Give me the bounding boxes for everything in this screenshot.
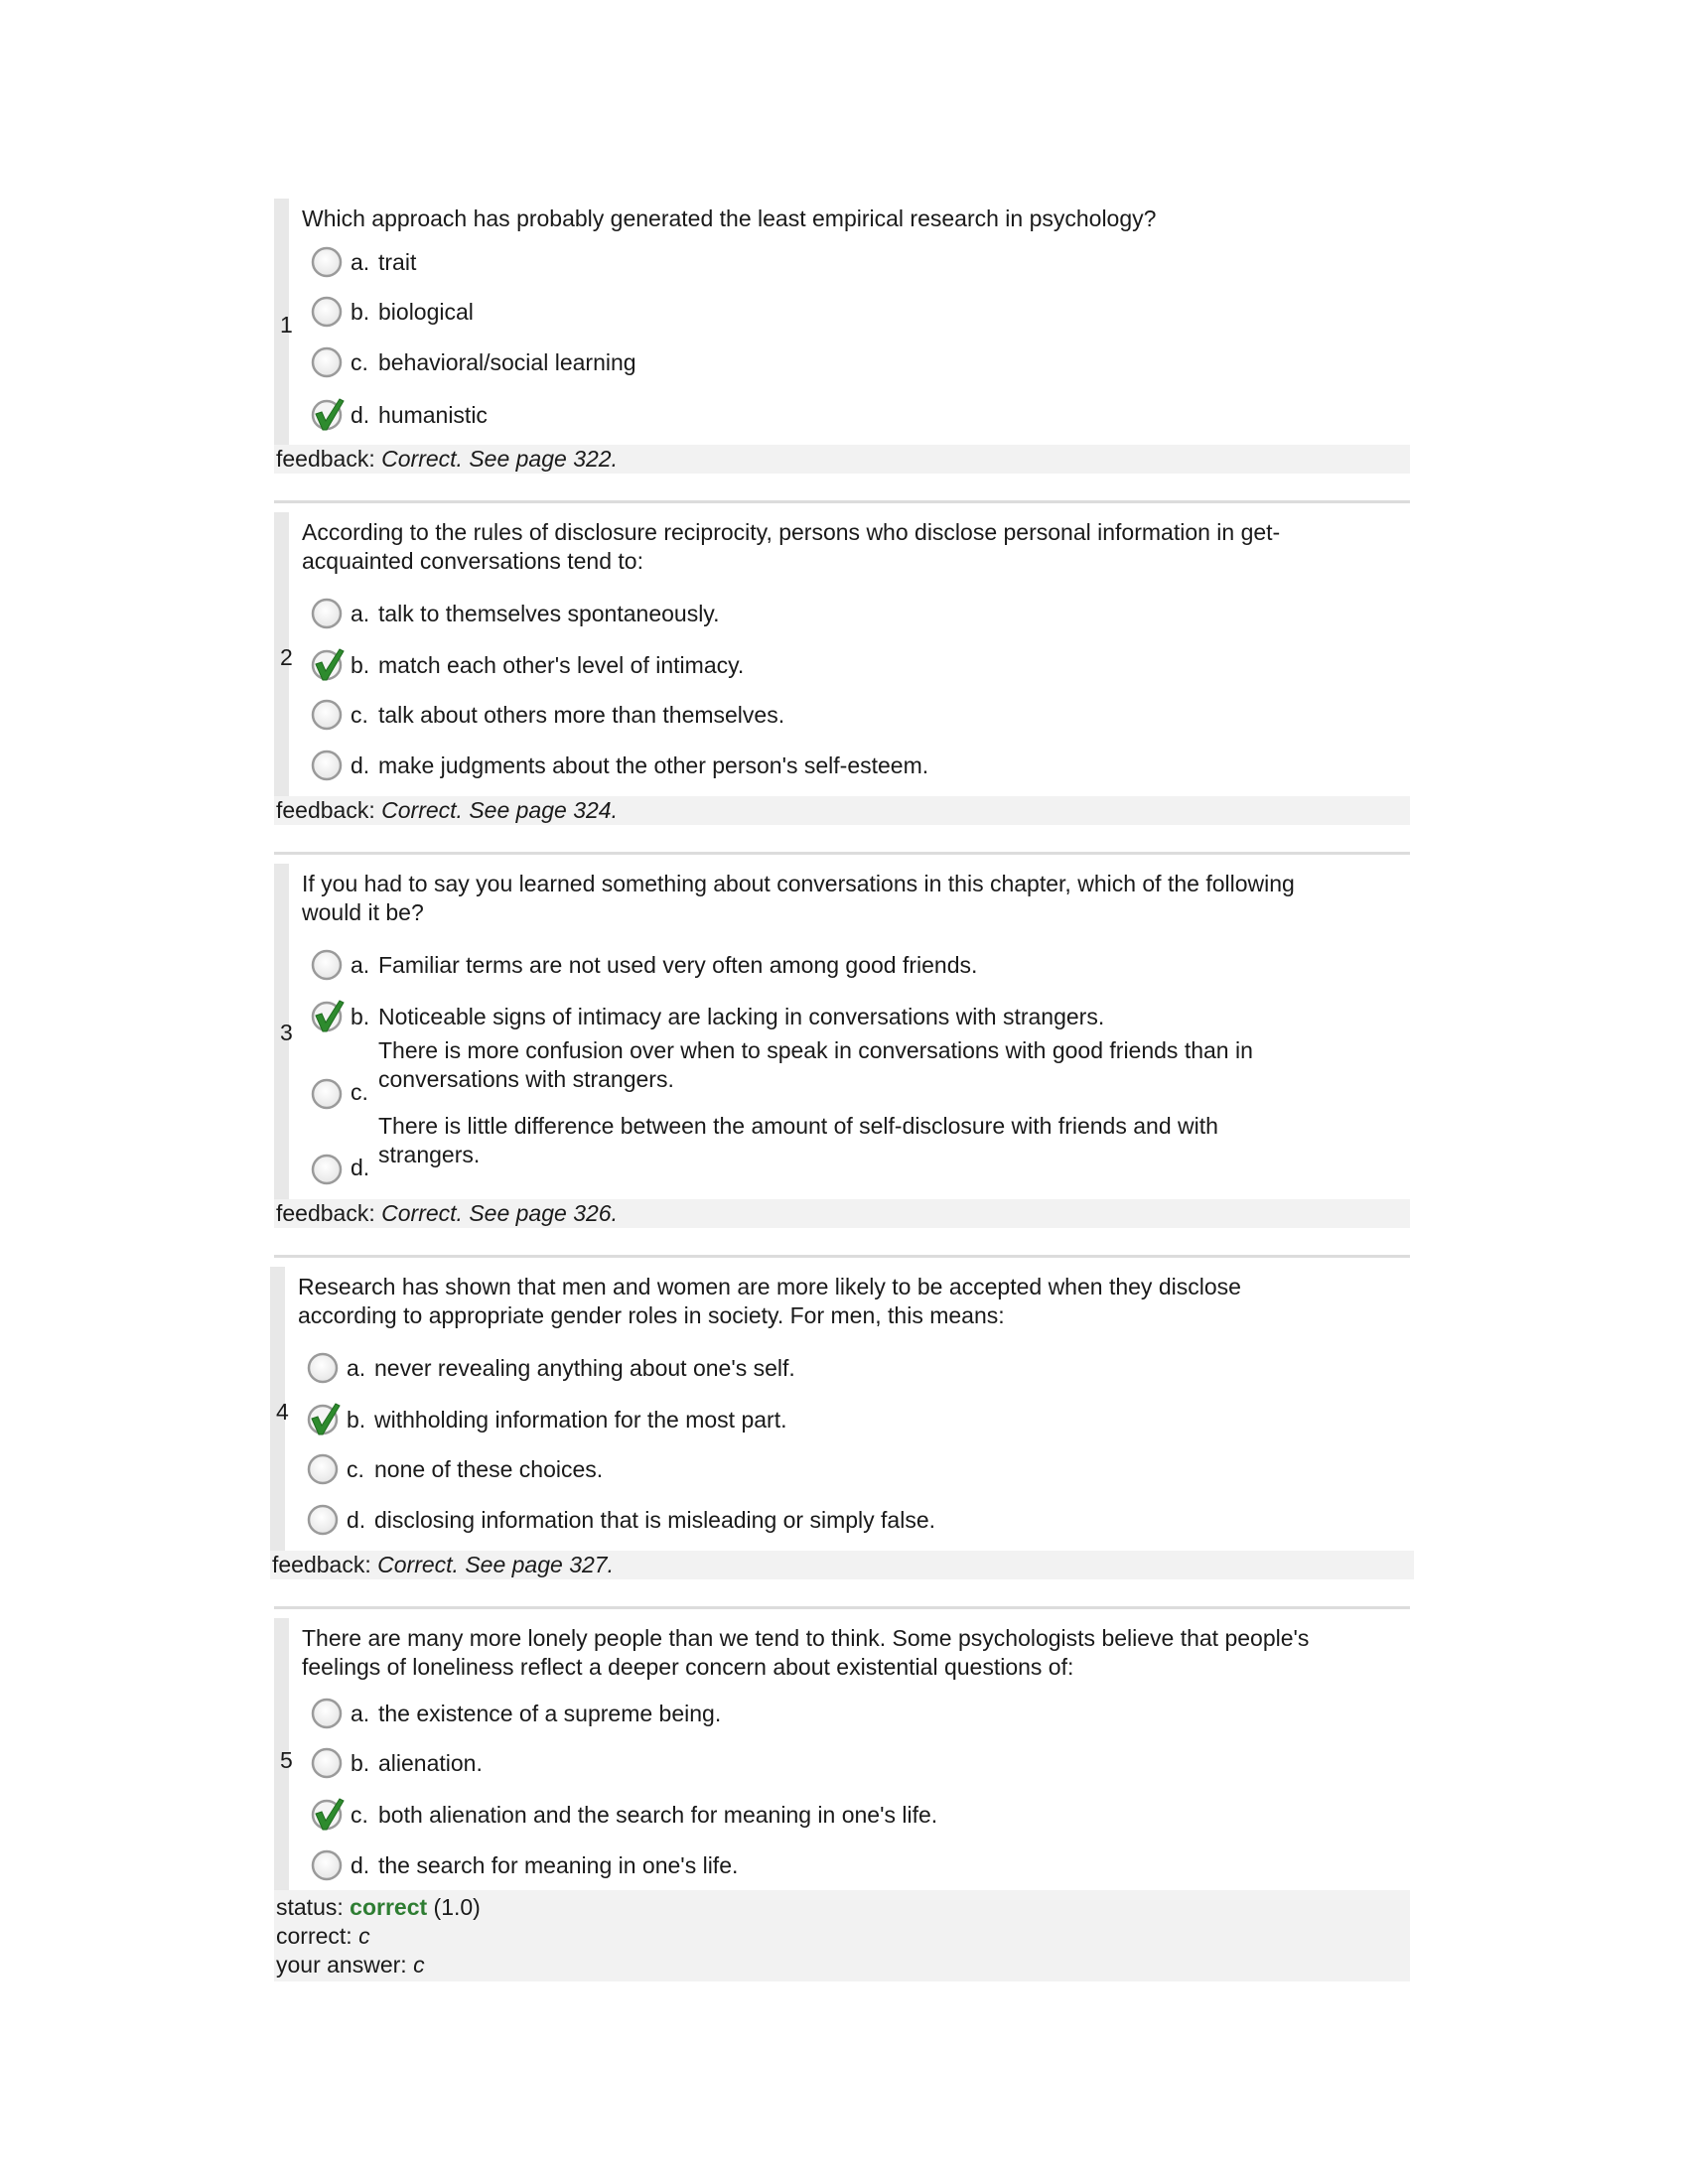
radio-empty-icon bbox=[306, 1502, 342, 1538]
option-letter: c. bbox=[347, 1455, 364, 1482]
question-text-line: If you had to say you learned something about conversations in this chapter, which of the following bbox=[302, 871, 1295, 896]
option-text: never revealing anything about one's self. bbox=[374, 1354, 795, 1381]
feedback-text: Correct. See page 327. bbox=[377, 1552, 614, 1577]
option-c bbox=[306, 1449, 603, 1489]
option-text: biological bbox=[378, 298, 474, 325]
option-text: make judgments about the other person's self-esteem. bbox=[378, 751, 929, 778]
option-d bbox=[310, 1113, 1218, 1187]
radio-checked-icon bbox=[310, 397, 346, 433]
option-text: both alienation and the search for meaning in one's life. bbox=[378, 1801, 938, 1828]
option-a bbox=[310, 945, 977, 985]
option-c bbox=[310, 1795, 937, 1835]
radio-empty-icon bbox=[310, 1696, 346, 1731]
option-d bbox=[310, 746, 928, 785]
radio-checked-icon bbox=[310, 1797, 346, 1833]
feedback bbox=[274, 1199, 1410, 1228]
status-score: (1.0) bbox=[433, 1894, 481, 1920]
option-b bbox=[310, 292, 474, 332]
radio-empty-icon bbox=[310, 244, 346, 280]
radio-empty-icon bbox=[310, 947, 346, 983]
separator bbox=[274, 500, 1410, 503]
option-a bbox=[310, 1694, 721, 1733]
feedback-label: feedback: bbox=[276, 446, 375, 472]
option-a bbox=[310, 594, 719, 633]
option-letter: a. bbox=[351, 600, 370, 626]
option-b bbox=[310, 645, 744, 685]
option-letter: c. bbox=[351, 1801, 368, 1828]
correct-value: c bbox=[358, 1923, 370, 1949]
radio-empty-icon bbox=[306, 1350, 342, 1386]
option-letter: c. bbox=[351, 1079, 368, 1105]
question-text bbox=[302, 1624, 1394, 1682]
option-c bbox=[310, 342, 636, 382]
feedback-text: Correct. See page 326. bbox=[381, 1200, 618, 1226]
option-text: humanistic bbox=[378, 401, 488, 428]
question-number: 3 bbox=[280, 1020, 293, 1045]
radio-checked-icon bbox=[306, 1402, 342, 1437]
option-text: talk about others more than themselves. bbox=[378, 701, 785, 728]
radio-empty-icon bbox=[310, 748, 346, 783]
question-text-line: According to the rules of disclosure reciprocity, persons who disclose personal information in get- bbox=[302, 519, 1281, 545]
option-b bbox=[310, 1743, 483, 1783]
option-letter: b. bbox=[351, 1749, 370, 1776]
separator bbox=[274, 1255, 1410, 1258]
option-text: Noticeable signs of intimacy are lacking in conversations with strangers. bbox=[378, 1003, 1105, 1029]
feedback bbox=[274, 445, 1410, 474]
option-text-line: strangers. bbox=[378, 1142, 481, 1167]
status-value: correct bbox=[350, 1894, 428, 1920]
option-letter: d. bbox=[347, 1506, 366, 1533]
option-text: talk to themselves spontaneously. bbox=[378, 600, 720, 626]
option-d bbox=[310, 1845, 738, 1885]
radio-checked-icon bbox=[310, 999, 346, 1034]
question-number: 5 bbox=[280, 1747, 293, 1773]
option-letter: b. bbox=[351, 651, 370, 678]
question-text: Which approach has probably generated the least empirical research in psychology? bbox=[302, 205, 1157, 231]
option-text bbox=[378, 1036, 1253, 1094]
question-text bbox=[302, 870, 1394, 927]
radio-empty-icon bbox=[310, 596, 346, 631]
question-text-line: feelings of loneliness reflect a deeper concern about existential questions of: bbox=[302, 1654, 1074, 1680]
option-letter: a. bbox=[351, 1700, 370, 1726]
question-text-line: acquainted conversations tend to: bbox=[302, 548, 643, 574]
question-text bbox=[298, 1273, 1390, 1330]
option-text: the existence of a supreme being. bbox=[378, 1700, 722, 1726]
status-line bbox=[276, 1893, 1410, 1922]
option-letter: b. bbox=[351, 298, 370, 325]
feedback bbox=[270, 1551, 1414, 1579]
separator bbox=[274, 852, 1410, 855]
radio-empty-icon bbox=[310, 1152, 346, 1187]
radio-checked-icon bbox=[310, 647, 346, 683]
feedback-label: feedback: bbox=[272, 1552, 371, 1577]
option-letter: c. bbox=[351, 348, 368, 375]
option-text: match each other's level of intimacy. bbox=[378, 651, 745, 678]
option-text: the search for meaning in one's life. bbox=[378, 1851, 739, 1878]
radio-empty-icon bbox=[310, 344, 346, 380]
question-text-line: Research has shown that men and women are more likely to be accepted when they disclose bbox=[298, 1274, 1241, 1299]
option-d bbox=[306, 1500, 935, 1540]
feedback-label: feedback: bbox=[276, 797, 375, 823]
question-number: 2 bbox=[280, 644, 293, 670]
answer-line bbox=[276, 1951, 1410, 1979]
option-c bbox=[310, 1037, 1253, 1112]
question-text bbox=[302, 518, 1394, 576]
option-letter: d. bbox=[351, 1155, 370, 1180]
feedback-text: Correct. See page 324. bbox=[381, 797, 618, 823]
option-text: Familiar terms are not used very often among good friends. bbox=[378, 951, 978, 978]
feedback-text: Correct. See page 322. bbox=[381, 446, 618, 472]
radio-empty-icon bbox=[310, 294, 346, 330]
option-text: trait bbox=[378, 248, 417, 275]
option-text: disclosing information that is misleading or simply false. bbox=[374, 1506, 936, 1533]
option-text bbox=[378, 1112, 1218, 1169]
option-text: withholding information for the most part. bbox=[374, 1406, 787, 1433]
option-letter: c. bbox=[351, 701, 368, 728]
option-letter: d. bbox=[351, 1851, 370, 1878]
radio-empty-icon bbox=[310, 1745, 346, 1781]
option-letter: a. bbox=[351, 248, 370, 275]
question-number: 4 bbox=[276, 1399, 289, 1425]
question-number: 1 bbox=[280, 312, 293, 338]
feedback bbox=[274, 796, 1410, 825]
option-letter: a. bbox=[351, 951, 370, 978]
separator bbox=[274, 1606, 1410, 1609]
option-text-line: There is little difference between the amount of self-disclosure with friends and with bbox=[378, 1113, 1218, 1139]
option-text: behavioral/social learning bbox=[378, 348, 636, 375]
option-b bbox=[306, 1400, 786, 1439]
option-d bbox=[310, 395, 488, 435]
option-letter: a. bbox=[347, 1354, 366, 1381]
option-letter: d. bbox=[351, 401, 370, 428]
answer-value: c bbox=[413, 1952, 425, 1978]
question-text-line: There are many more lonely people than we tend to think. Some psychologists believe that people's bbox=[302, 1625, 1310, 1651]
question-text-line: according to appropriate gender roles in society. For men, this means: bbox=[298, 1302, 1005, 1328]
option-letter: b. bbox=[347, 1406, 366, 1433]
option-a bbox=[306, 1348, 795, 1388]
feedback-label: feedback: bbox=[276, 1200, 375, 1226]
option-text-line: conversations with strangers. bbox=[378, 1066, 674, 1092]
question-text-line: would it be? bbox=[302, 899, 424, 925]
correct-label: correct: bbox=[276, 1923, 352, 1949]
option-letter: d. bbox=[351, 751, 370, 778]
radio-empty-icon bbox=[306, 1451, 342, 1487]
option-text: alienation. bbox=[378, 1749, 483, 1776]
result-summary bbox=[274, 1890, 1410, 1981]
status-label: status: bbox=[276, 1894, 344, 1920]
option-a bbox=[310, 242, 416, 282]
option-text-line: There is more confusion over when to speak in conversations with good friends than in bbox=[378, 1037, 1253, 1063]
option-letter: b. bbox=[351, 1003, 370, 1029]
radio-empty-icon bbox=[310, 1076, 346, 1112]
radio-empty-icon bbox=[310, 1847, 346, 1883]
answer-label: your answer: bbox=[276, 1952, 407, 1978]
option-b bbox=[310, 997, 1104, 1036]
radio-empty-icon bbox=[310, 697, 346, 733]
option-c bbox=[310, 695, 784, 735]
option-text: none of these choices. bbox=[374, 1455, 604, 1482]
correct-line bbox=[276, 1922, 1410, 1951]
